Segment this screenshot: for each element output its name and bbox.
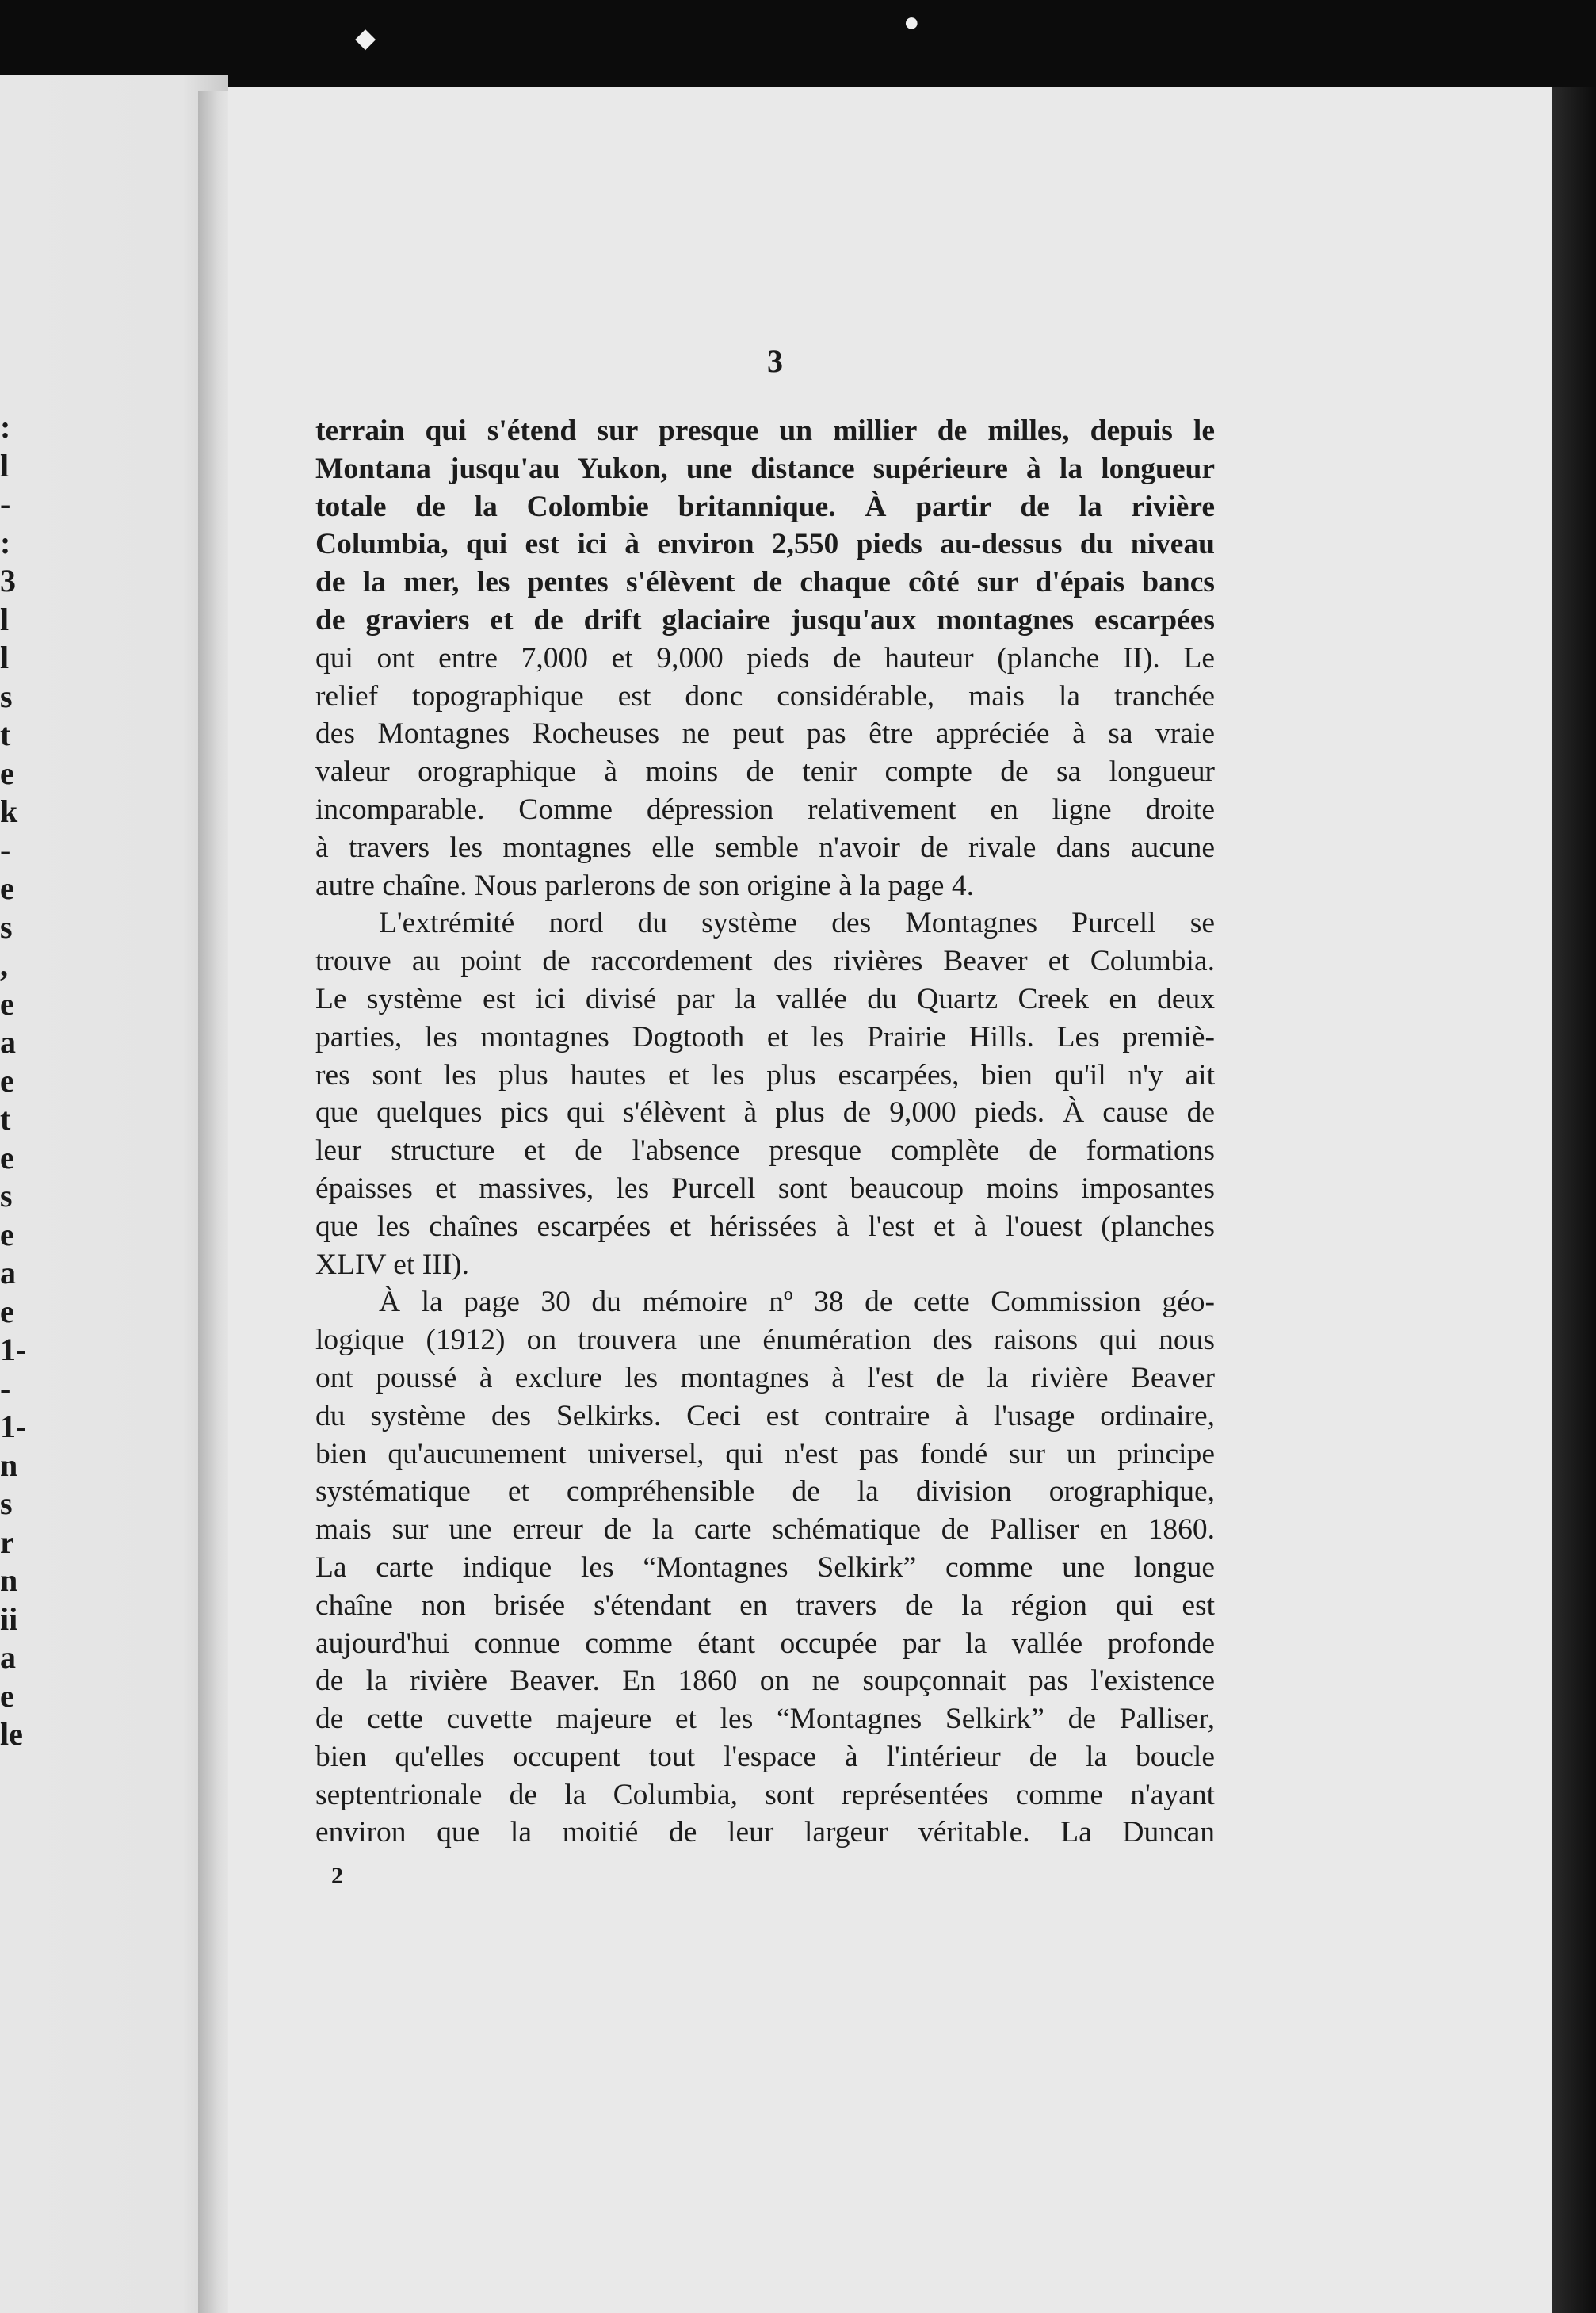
facing-page-char: le [0, 1716, 23, 1752]
facing-page-char: - [0, 1370, 11, 1406]
text-line: valeur orographique à moins de tenir compte de sa longueur [315, 755, 1215, 789]
text-line: de la mer, les pentes s'élèvent de chaque côté sur d'épais bancs [315, 566, 1215, 599]
text-line: Montana jusqu'au Yukon, une distance supérieure à la longueur [315, 452, 1215, 485]
facing-page-char: r [0, 1524, 14, 1560]
facing-page-char: a [0, 1024, 16, 1060]
text-line: parties, les montagnes Dogtooth et les Prairie Hills. Les premiè- [315, 1020, 1215, 1053]
text-line: trouve au point de raccordement des rivières Beaver et Columbia. [315, 945, 1215, 978]
printer-signature-mark: 2 [331, 1863, 343, 1889]
text-line: XLIV et III). [315, 1248, 470, 1281]
facing-page-char: t [0, 1101, 11, 1137]
paragraph [315, 1283, 1215, 1852]
facing-page-char: e [0, 1293, 14, 1329]
facing-page-char: s [0, 678, 13, 714]
facing-page-char: l [0, 601, 10, 637]
text-line: terrain qui s'étend sur presque un millier de milles, depuis le [315, 415, 1215, 447]
paragraph [315, 412, 1215, 640]
text-line: leur structure et de l'absence presque complète de formations [315, 1134, 1215, 1168]
text-line: chaîne non brisée s'étendant en travers de la région qui est [315, 1589, 1215, 1622]
text-line: de la rivière Beaver. En 1860 on ne soupçonnait pas l'existence [315, 1665, 1215, 1698]
body-text [315, 412, 1215, 1852]
facing-page-char: e [0, 1062, 14, 1099]
text-line: septentrionale de la Columbia, sont représentées comme n'ayant [315, 1778, 1215, 1811]
facing-page-char: e [0, 870, 14, 906]
page-number: 3 [767, 343, 783, 379]
scan-artifact-mark: ● [903, 8, 920, 37]
facing-page-char: l [0, 447, 10, 484]
text-line: bien qu'elles occupent tout l'espace à l'intérieur de la boucle [315, 1740, 1215, 1773]
text-line: que les chaînes escarpées et hérissées à l'est et à l'ouest (planches [315, 1210, 1215, 1243]
text-line: logique (1912) on trouvera une énumération des raisons qui nous [315, 1324, 1215, 1357]
facing-page-char: a [0, 1639, 16, 1675]
text-line: environ que la moitié de leur largeur véritable. La Duncan [315, 1816, 1215, 1849]
text-line: bien qu'aucunement universel, qui n'est pas fondé sur un principe [315, 1437, 1215, 1470]
facing-page-char: e [0, 755, 14, 791]
text-line: res sont les plus hautes et les plus escarpées, bien qu'il n'y ait [315, 1058, 1215, 1092]
facing-page-char: , [0, 947, 8, 983]
text-line: La carte indique les “Montagnes Selkirk” comme une longue [315, 1550, 1215, 1584]
text-line: systématique et compréhensible de la division orographique, [315, 1475, 1215, 1508]
text-line: de cette cuvette majeure et les “Montagnes Selkirk” de Palliser, [315, 1703, 1215, 1736]
facing-page-char: l [0, 640, 10, 675]
paragraph [315, 904, 1215, 1283]
text-line: des Montagnes Rocheuses ne peut pas être appréciée à sa vraie [315, 717, 1215, 751]
facing-page-char: e [0, 1216, 14, 1252]
facing-page-char: - [0, 486, 11, 522]
text-line: Le système est ici divisé par la vallée du Quartz Creek en deux [315, 982, 1215, 1015]
text-line: épaisses et massives, les Purcell sont beaucoup moins imposantes [315, 1172, 1215, 1205]
facing-page-char: n [0, 1447, 18, 1483]
facing-page-char: e [0, 985, 14, 1022]
text-line: incomparable. Comme dépression relativement en ligne droite [315, 793, 1215, 826]
scan-artifact-mark: ◆ [355, 24, 376, 53]
facing-page-char: t [0, 717, 11, 752]
text-line: autre chaîne. Nous parlerons de son origine à la page 4. [315, 869, 974, 902]
facing-page-char: ii [0, 1600, 18, 1637]
text-line: Columbia, qui est ici à environ 2,550 pieds au-dessus du niveau [315, 528, 1215, 561]
facing-page-char: 1- [0, 1409, 27, 1444]
facing-page-char: : [0, 409, 11, 445]
facing-page-char: 3 [0, 563, 16, 598]
text-line: ont poussé à exclure les montagnes à l'est de la rivière Beaver [315, 1361, 1215, 1394]
facing-page-char: s [0, 1178, 13, 1214]
facing-page [0, 75, 228, 2313]
text-line: à travers les montagnes elle semble n'avoir de rivale dans aucune [315, 831, 1215, 864]
text-line: de graviers et de drift glaciaire jusqu'aux montagnes escarpées [315, 603, 1215, 637]
facing-page-char: a [0, 1255, 16, 1290]
text-line: que quelques pics qui s'élèvent à plus de 9,000 pieds. À cause de [315, 1096, 1215, 1130]
text-line: L'extrémité nord du système des Montagnes Purcell se [379, 907, 1215, 940]
text-line: À la page 30 du mémoire nº 38 de cette Commission géo- [379, 1286, 1215, 1319]
text-line: relief topographique est donc considérable, mais la tranchée [315, 679, 1215, 713]
facing-page-char: e [0, 1677, 14, 1714]
facing-page-char: s [0, 908, 13, 945]
page-edge-shadow [1552, 87, 1596, 2313]
text-line: du système des Selkirks. Ceci est contraire à l'usage ordinaire, [315, 1399, 1215, 1432]
facing-page-char: - [0, 832, 11, 868]
facing-page-char: n [0, 1562, 18, 1598]
facing-page-char: s [0, 1485, 13, 1521]
facing-page-char: e [0, 1139, 14, 1176]
text-line: totale de la Colombie britannique. À partir de la rivière [315, 490, 1215, 523]
facing-page-char: : [0, 524, 11, 560]
text-line: aujourd'hui connue comme étant occupée par la vallée profonde [315, 1627, 1215, 1660]
facing-page-char: k [0, 793, 18, 829]
facing-page-char: 1- [0, 1332, 27, 1367]
text-line: qui ont entre 7,000 et 9,000 pieds de hauteur (planche II). Le [315, 641, 1215, 675]
paragraph [315, 640, 1215, 905]
text-line: mais sur une erreur de la carte schématique de Palliser en 1860. [315, 1513, 1215, 1546]
